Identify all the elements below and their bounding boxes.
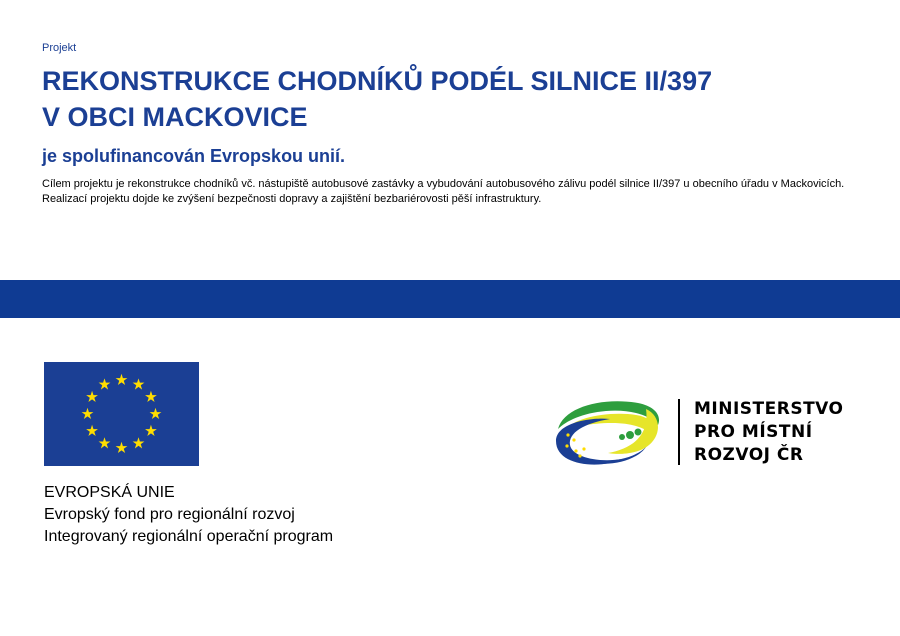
blue-band [0, 280, 900, 318]
project-subtitle: je spolufinancován Evropskou unií. [42, 146, 346, 166]
eu-name: EVROPSKÁ UNIE [44, 484, 175, 501]
project-description: Cílem projektu je rekonstrukce chodníků vč. nástupiště autobusové zastávky a vybudování autobusového zálivu podél silnice II/397 u obecního úřadu v Mackovicích. Realizací projektu dojde ke zvýšení bezpečnosti dopravy a zajištění bezbariérovosti pěší infrastruktury. [42, 178, 845, 205]
ministry-name [694, 398, 844, 467]
ministry-divider [678, 399, 680, 465]
eu-fund-name: Evropský fond pro regionální rozvoj [44, 506, 295, 523]
ministry-name-line-3: ROZVOJ ČR [694, 445, 804, 465]
eu-flag-icon [44, 362, 199, 466]
project-title-line-2: V OBCI MACKOVICE [42, 102, 308, 132]
eu-program-name: Integrovaný regionální operační program [44, 528, 334, 545]
project-title [42, 63, 862, 135]
eu-funding-text [44, 482, 333, 548]
ministry-name-line-1: MINISTERSTVO [694, 399, 844, 419]
ministry-name-line-2: PRO MÍSTNÍ [694, 422, 813, 442]
project-kicker: Projekt [42, 42, 77, 54]
project-title-line-1: REKONSTRUKCE CHODNÍKŮ PODÉL SILNICE II/397 [42, 66, 713, 96]
mmr-logo-icon [550, 395, 665, 470]
